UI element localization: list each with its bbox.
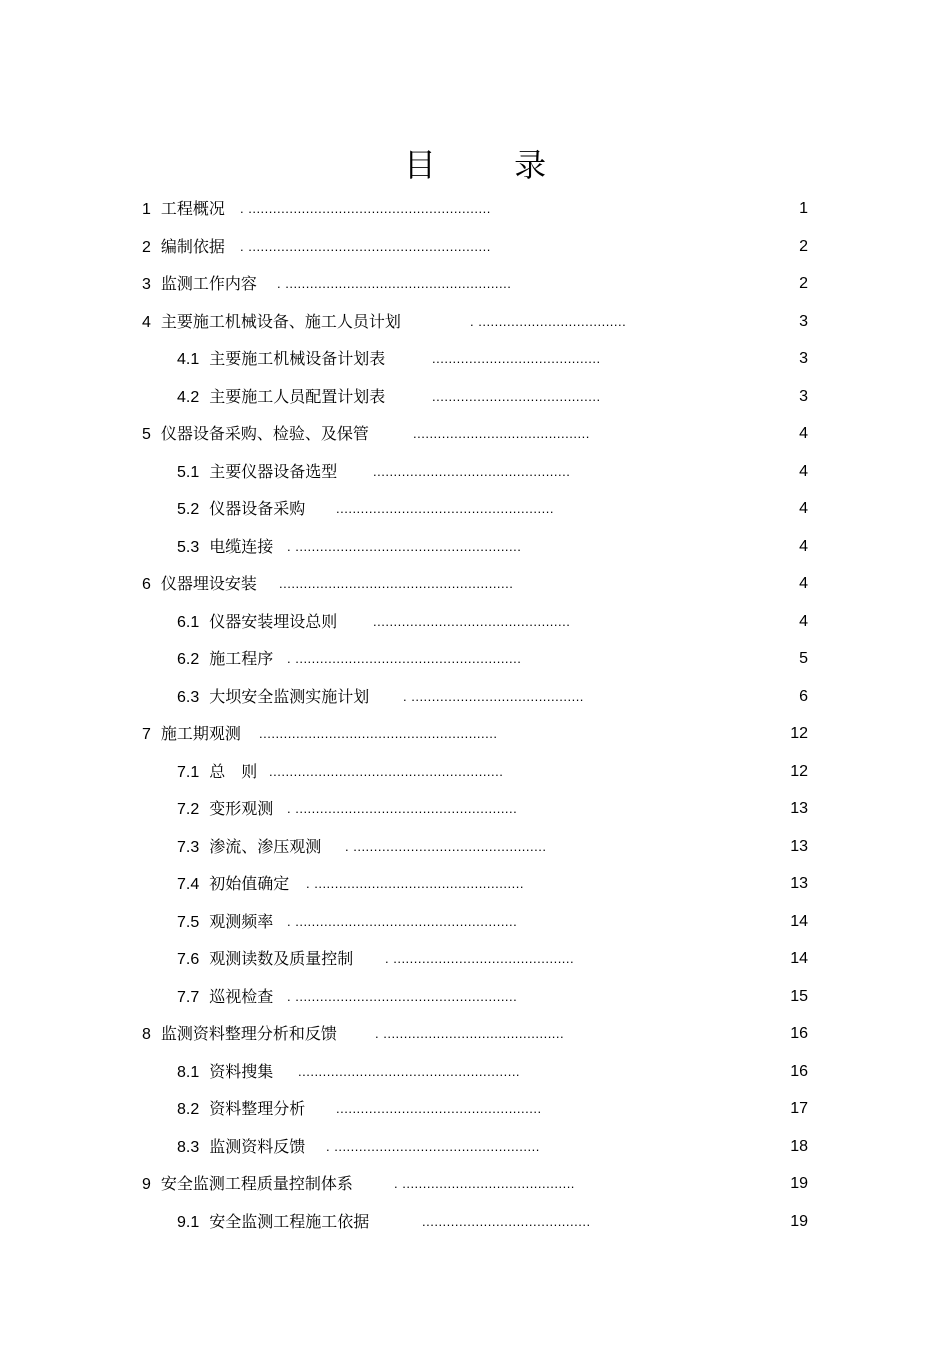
toc-entry-title: 主要仪器设备选型 [209,461,338,481]
toc-entry[interactable] [0,903,950,941]
toc-entry[interactable] [0,1053,950,1091]
toc-entry-title: 仪器埋设安装 [160,574,257,593]
toc-page-number: 6 [799,687,808,705]
toc-entry[interactable] [0,940,950,978]
toc-dot-leader: . ................................................... [306,876,524,891]
toc-entry-title: 安全监测工程施工依据 [209,1211,370,1231]
toc-entry-label [177,1203,369,1242]
toc-entry-label [177,753,257,792]
toc-page-number: 14 [790,912,808,930]
toc-dot-leader: ................................................ [373,613,571,629]
toc-entry-label [142,1165,353,1204]
toc-entry-number: 8 [142,1026,151,1043]
toc-entry-label [177,1053,273,1092]
toc-page-number: 5 [799,650,808,667]
toc-entry-number: 8.1 [177,1063,200,1081]
toc-entry[interactable] [0,640,950,678]
toc-page-number: 4 [799,612,808,630]
toc-dot-leader: ......................................... [432,388,601,404]
toc-dot-leader: . .......................................... [403,688,584,704]
toc-entry-title: 施工程序 [209,649,274,668]
toc-entry-label [177,453,337,492]
toc-entry-title: 初始值确定 [209,874,290,893]
toc-entry-number: 4.2 [177,388,200,406]
toc-page-number: 4 [799,575,808,592]
toc-page-number: 4 [799,462,808,480]
toc-page-number: 13 [790,837,808,855]
toc-entry-title: 主要施工机械设备、施工人员计划 [160,311,401,331]
toc-entry-title: 仪器安装埋设总则 [209,611,338,631]
toc-entry-title: 仪器设备采购 [209,499,306,518]
toc-entry[interactable] [0,1015,950,1053]
toc-page-number: 4 [799,425,808,442]
toc-dot-leader: . .......................................... [394,1176,575,1191]
toc-entry[interactable] [0,753,950,791]
toc-page-number: 19 [790,1175,808,1192]
toc-dot-leader: ......................................................... [279,576,514,591]
toc-entry-title: 变形观测 [209,799,274,818]
toc-entry[interactable] [0,453,950,491]
toc-dot-leader: . ............................................ [385,951,575,966]
toc-entry-label [177,1128,305,1167]
toc-entry[interactable] [0,715,950,753]
toc-entry-label [177,940,353,979]
toc-entry-label [142,190,225,229]
toc-entry-number: 1 [142,201,151,218]
toc-entry-title: 大坝安全监测实施计划 [209,686,370,706]
toc-entry-label [177,528,273,567]
toc-dot-leader: . ....................................................... [277,276,512,291]
toc-entry-title: 编制依据 [160,236,225,256]
toc-entry-number: 7.1 [177,763,200,781]
toc-entry-number: 7.2 [177,801,200,818]
toc-dot-leader: ..................................................... [336,501,554,516]
toc-page-number: 13 [790,875,808,892]
toc-entry-title: 资料搜集 [209,1061,274,1081]
toc-entry-title: 监测工作内容 [160,274,257,293]
toc-entry[interactable] [0,378,950,416]
toc-dot-leader: . .................................................. [326,1138,540,1154]
toc-entry-number: 4.1 [177,351,200,368]
toc-entry-title: 巡视检查 [209,986,274,1006]
toc-entry-label [142,415,369,454]
toc-entry[interactable] [0,1090,950,1128]
toc-entry-number: 2 [142,238,151,256]
table-of-contents [0,190,950,1240]
toc-page-number: 3 [799,350,808,367]
page-title: 目 录 [403,146,581,184]
toc-entry[interactable] [0,565,950,603]
toc-page-number: 12 [790,762,808,780]
toc-entry-title: 观测频率 [209,911,274,931]
toc-page-number: 3 [799,387,808,405]
toc-entry-number: 5 [142,426,151,443]
toc-dot-leader: . ........................................................... [240,201,491,216]
toc-page-number: 12 [790,725,808,742]
toc-entry-title: 监测资料反馈 [209,1136,306,1156]
toc-page-number: 18 [790,1137,808,1155]
toc-entry-label [142,303,401,342]
toc-dot-leader: . ...................................................... [287,988,518,1004]
toc-entry-label [177,978,273,1017]
toc-page-number: 14 [790,950,808,967]
toc-dot-leader: . ...................................................... [287,913,518,929]
toc-entry[interactable] [0,228,950,266]
toc-page-number: 17 [790,1100,808,1117]
toc-entry[interactable] [0,340,950,378]
toc-entry-number: 5.3 [177,538,200,556]
toc-entry[interactable] [0,978,950,1016]
toc-page-number: 4 [799,500,808,517]
toc-entry-number: 5.2 [177,501,200,518]
toc-dot-leader: .................................................. [336,1101,542,1116]
toc-entry[interactable] [0,828,950,866]
toc-entry-title: 施工期观测 [160,724,241,743]
toc-entry-label [177,865,289,904]
toc-entry-number: 7.7 [177,988,200,1006]
toc-entry-label [177,678,369,717]
toc-dot-leader: ...................................................... [298,1063,521,1079]
toc-entry-number: 6 [142,576,151,593]
toc-entry-label [177,603,337,642]
toc-entry-number: 7.3 [177,838,200,856]
toc-entry-number: 5.1 [177,463,200,481]
toc-entry-number: 6.2 [177,651,200,668]
toc-entry-number: 9 [142,1176,151,1193]
toc-entry-title: 观测读数及质量控制 [209,949,354,968]
toc-entry[interactable] [0,865,950,903]
toc-entry-number: 6.3 [177,688,200,706]
toc-entry-label [177,490,305,529]
toc-entry-label [142,565,257,604]
toc-dot-leader: .......................................................... [259,726,498,741]
toc-entry[interactable] [0,528,950,566]
toc-entry-label [177,790,273,829]
toc-dot-leader: ......................................... [432,351,601,366]
toc-entry-label [142,715,241,754]
toc-entry-title: 监测资料整理分析和反馈 [160,1024,337,1043]
toc-dot-leader: ......................................... [422,1213,591,1229]
toc-entry-number: 7.5 [177,913,200,931]
toc-page-number: 3 [799,312,808,330]
toc-entry-number: 8.3 [177,1138,200,1156]
toc-entry[interactable] [0,1128,950,1166]
toc-entry-label [142,1015,337,1054]
toc-entry-label [177,903,273,942]
toc-entry-label [177,640,273,679]
toc-entry-title: 资料整理分析 [209,1099,306,1118]
toc-entry[interactable] [0,490,950,528]
toc-entry[interactable] [0,1165,950,1203]
toc-entry-title: 电缆连接 [209,536,274,556]
toc-page-number: 15 [790,987,808,1005]
toc-entry[interactable] [0,303,950,341]
toc-entry-title: 主要施工机械设备计划表 [209,349,386,368]
toc-dot-leader: . ....................................................... [287,651,522,666]
toc-entry-label [177,378,385,417]
toc-entry-number: 3 [142,276,151,293]
toc-entry-title: 安全监测工程质量控制体系 [160,1174,353,1193]
toc-entry[interactable] [0,678,950,716]
toc-entry-title: 工程概况 [160,199,225,218]
toc-dot-leader: . .................................... [470,313,627,329]
toc-entry-number: 7 [142,726,151,743]
toc-dot-leader: ........................................... [413,426,590,441]
toc-entry-number: 6.1 [177,613,200,631]
toc-entry-number: 8.2 [177,1101,200,1118]
toc-entry-label [142,265,257,304]
toc-dot-leader: ................................................ [373,463,571,479]
toc-entry-title: 主要施工人员配置计划表 [209,386,386,406]
toc-page-number: 2 [799,237,808,255]
toc-entry[interactable] [0,1203,950,1241]
toc-page-number: 16 [790,1025,808,1042]
toc-entry-label [177,340,385,379]
toc-page-number: 16 [790,1062,808,1080]
toc-dot-leader: ......................................................... [269,763,504,779]
toc-entry[interactable] [0,265,950,303]
toc-page-number: 2 [799,275,808,292]
toc-entry[interactable] [0,190,950,228]
toc-entry[interactable] [0,603,950,641]
toc-entry[interactable] [0,415,950,453]
toc-dot-leader: . ....................................................... [287,538,522,554]
toc-dot-leader: . ............................................ [375,1026,565,1041]
toc-entry-number: 7.6 [177,951,200,968]
toc-page-number: 4 [799,537,808,555]
toc-entry-title: 渗流、渗压观测 [209,836,322,856]
toc-entry-number: 7.4 [177,876,200,893]
toc-dot-leader: . ...................................................... [287,801,518,816]
toc-entry-label [177,1090,305,1129]
toc-page-number: 13 [790,800,808,817]
toc-entry-label [177,828,321,867]
toc-dot-leader: . ............................................... [345,838,547,854]
toc-entry[interactable] [0,790,950,828]
toc-page-number: 1 [799,200,808,217]
toc-page-number: 19 [790,1212,808,1230]
toc-dot-leader: . ........................................................... [240,238,491,254]
toc-entry-title: 总 则 [209,761,258,781]
toc-entry-number: 9.1 [177,1213,200,1231]
toc-entry-label [142,228,225,267]
toc-entry-title: 仪器设备采购、检验、及保管 [160,424,369,443]
toc-entry-number: 4 [142,313,151,331]
